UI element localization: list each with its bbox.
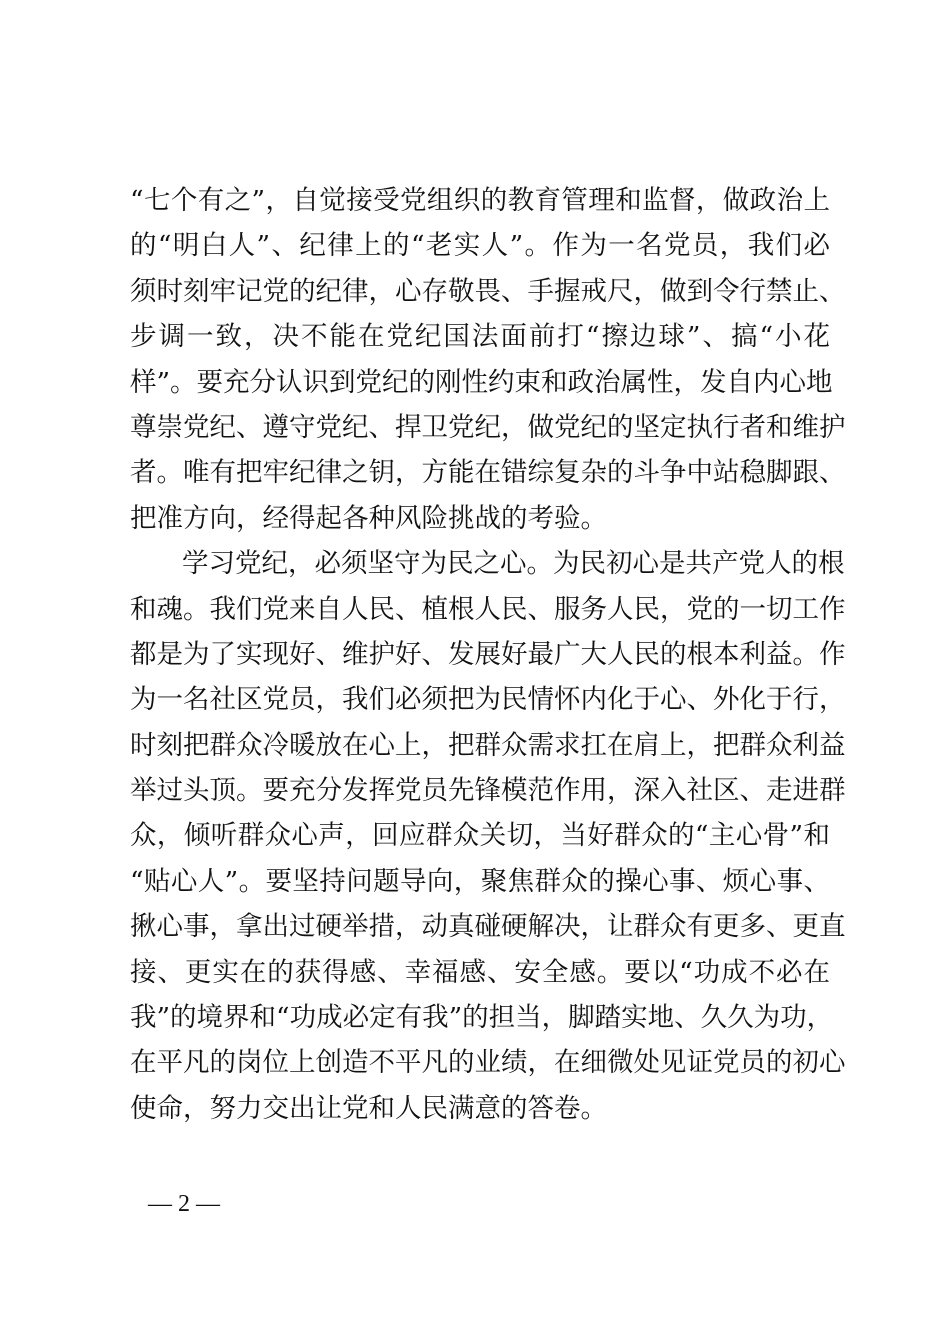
text-line: 把准方向，经得起各种风险挑战的考验。 xyxy=(130,502,607,534)
text-line: 我”的境界和“功成必定有我”的担当，脚踏实地、久久为功， xyxy=(130,1002,834,1034)
text-line: 的“明白人”、纪律上的“老实人”。作为一名党员，我们必 xyxy=(130,230,830,262)
text-line: 者。唯有把牢纪律之钥，方能在错综复杂的斗争中站稳脚跟、 xyxy=(130,457,846,489)
body-text xyxy=(130,178,846,1131)
text-line: 时刻把群众冷暖放在心上，把群众需求扛在肩上，把群众利益 xyxy=(130,729,846,761)
text-line: 揪心事，拿出过硬举措，动真碰硬解决，让群众有更多、更直 xyxy=(130,911,846,943)
text-line: 步调一致，决不能在党纪国法面前打“擦边球”、搞“小花 xyxy=(130,321,830,353)
text-line: 须时刻牢记党的纪律，心存敬畏、手握戒尺，做到令行禁止、 xyxy=(130,275,846,307)
text-line: 和魂。我们党来自人民、植根人民、服务人民，党的一切工作 xyxy=(130,593,846,625)
text-line: 为一名社区党员，我们必须把为民情怀内化于心、外化于行， xyxy=(130,684,846,716)
text-line: 尊崇党纪、遵守党纪、捍卫党纪，做党纪的坚定执行者和维护 xyxy=(130,411,846,443)
text-line: 举过头顶。要充分发挥党员先锋模范作用，深入社区、走进群 xyxy=(130,775,846,807)
text-line: 使命，努力交出让党和人民满意的答卷。 xyxy=(130,1092,607,1124)
text-line: 在平凡的岗位上创造不平凡的业绩，在细微处见证党员的初心 xyxy=(130,1047,846,1079)
page-number: — 2 — xyxy=(148,1191,220,1217)
text-line: “贴心人”。要坚持问题导向，聚焦群众的操心事、烦心事、 xyxy=(130,865,830,897)
paragraph-1 xyxy=(130,178,846,541)
text-line: 样”。要充分认识到党纪的刚性约束和政治属性，发自内心地 xyxy=(130,366,833,398)
text-line: 接、更实在的获得感、幸福感、安全感。要以“功成不必在 xyxy=(130,956,830,988)
text-line: “七个有之”，自觉接受党组织的教育管理和监督，做政治上 xyxy=(130,185,830,216)
paragraph-2 xyxy=(130,541,846,1131)
text-line: 学习党纪，必须坚守为民之心。为民初心是共产党人的根 xyxy=(182,548,845,580)
text-line: 都是为了实现好、维护好、发展好最广大人民的根本利益。作 xyxy=(130,638,846,670)
text-line: 众，倾听群众心声，回应群众关切，当好群众的“主心骨”和 xyxy=(130,820,830,852)
